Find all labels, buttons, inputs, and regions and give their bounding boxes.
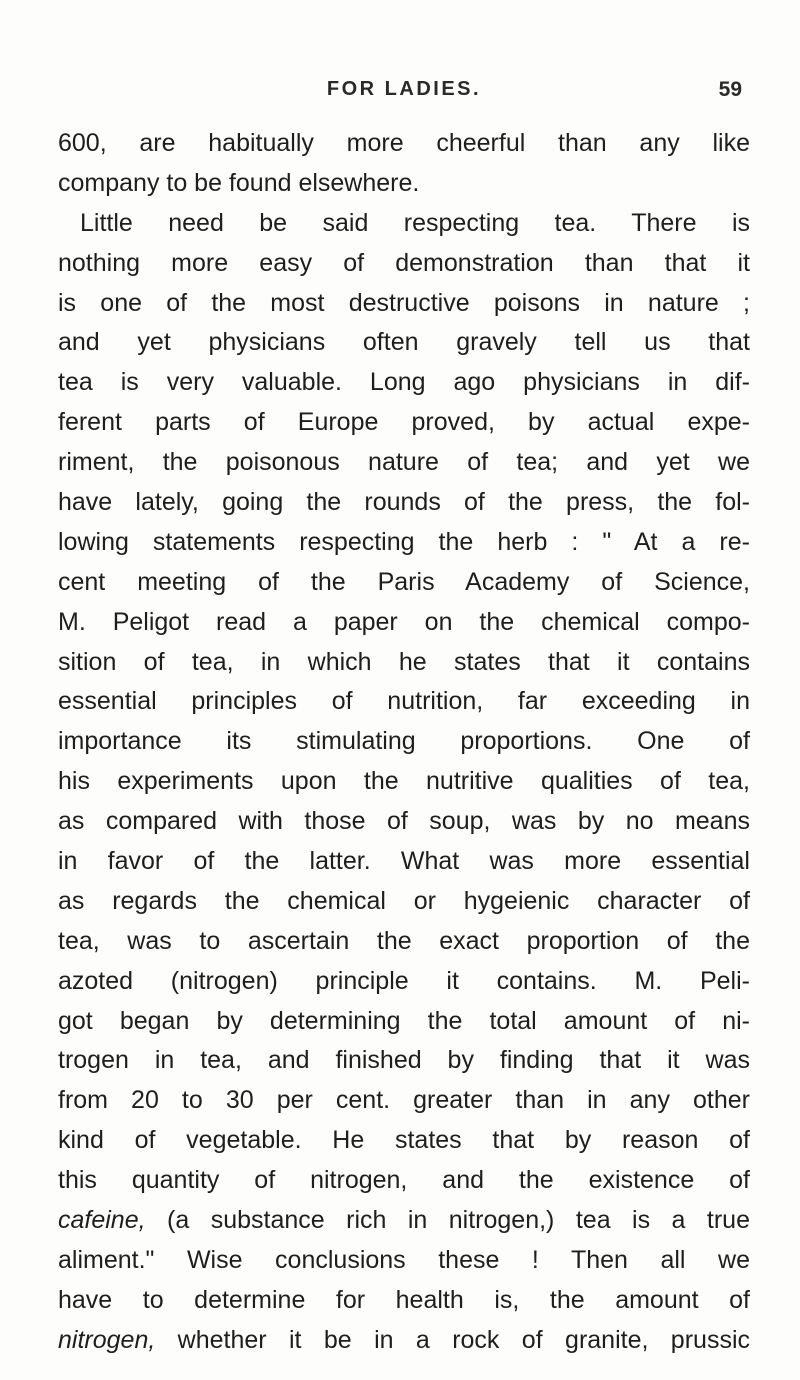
text-line: azoted (nitrogen) principle it contains. M. Peli- [58, 966, 750, 995]
text-line: aliment." Wise conclusions these ! Then all we [58, 1245, 750, 1274]
italic-word: nitrogen, [58, 1325, 156, 1354]
text-line: trogen in tea, and finished by finding that it was [58, 1046, 750, 1075]
text-line: tea is very valuable. Long ago physicians in dif- [58, 368, 750, 397]
text-line [58, 1321, 750, 1361]
text-line: company to be found elsewhere. [58, 168, 420, 197]
text-line: essential principles of nutrition, far exceeding in [58, 687, 750, 716]
text-line: Little need be said respecting tea. There is [80, 208, 750, 237]
line-remainder: whether it be in a rock of granite, prussic [155, 1325, 750, 1354]
text-line: have lately, going the rounds of the press, the fol- [58, 488, 750, 517]
text-line: from 20 to 30 per cent. greater than in any other [58, 1086, 750, 1115]
body-text [58, 124, 750, 1361]
page-number: 59 [718, 78, 742, 101]
text-line: in favor of the latter. What was more essential [58, 847, 750, 876]
text-line: have to determine for health is, the amount of [58, 1285, 750, 1314]
text-line: this quantity of nitrogen, and the existence of [58, 1166, 750, 1195]
text-line: sition of tea, in which he states that it contains [58, 647, 750, 676]
text-line: got began by determining the total amount of ni- [58, 1006, 750, 1035]
text-line: kind of vegetable. He states that by reason of [58, 1126, 750, 1155]
running-head [58, 78, 750, 108]
text-line [58, 1201, 750, 1241]
text-line: as regards the chemical or hygeienic character of [58, 886, 750, 915]
italic-word: cafeine, [58, 1206, 146, 1235]
text-line: ferent parts of Europe proved, by actual expe- [58, 408, 750, 437]
text-line: is one of the most destructive poisons in nature ; [58, 288, 750, 317]
text-line: importance its stimulating proportions. One of [58, 727, 750, 756]
text-line: and yet physicians often gravely tell us that [58, 328, 750, 357]
text-line: M. Peligot read a paper on the chemical compo- [58, 607, 750, 636]
text-line: his experiments upon the nutritive qualities of tea, [58, 767, 750, 796]
text-line: nothing more easy of demonstration than that it [58, 248, 750, 277]
text-line: tea, was to ascertain the exact proportion of the [58, 926, 750, 955]
text-line: lowing statements respecting the herb : " At a re- [58, 527, 750, 556]
text-line: as compared with those of soup, was by no means [58, 807, 750, 836]
text-line: cent meeting of the Paris Academy of Science, [58, 567, 750, 596]
line-remainder: (a substance rich in nitrogen,) tea is a true [145, 1206, 750, 1235]
running-title: FOR LADIES. [326, 78, 482, 100]
text-line: 600, are habitually more cheerful than any like [58, 129, 750, 157]
text-line: riment, the poisonous nature of tea; and yet we [58, 448, 750, 477]
